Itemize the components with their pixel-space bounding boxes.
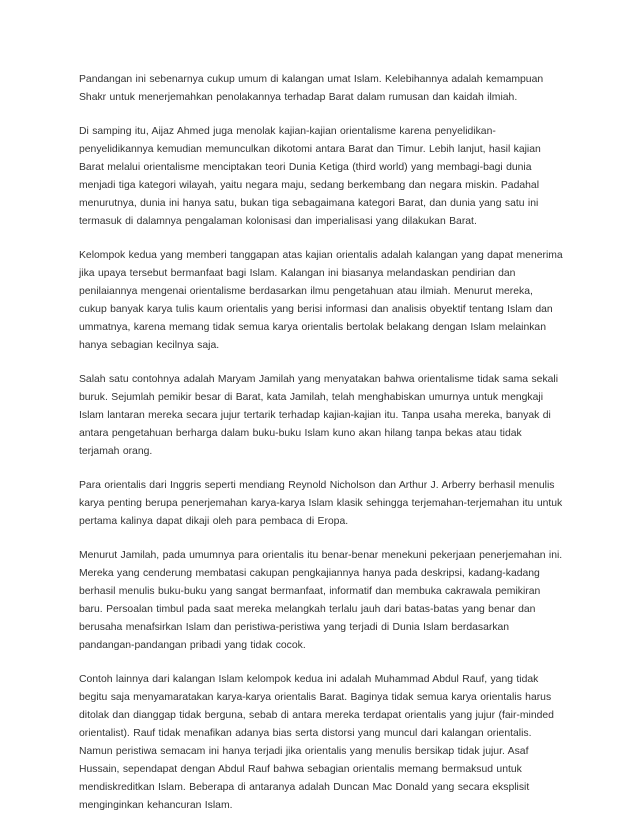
paragraph-1: Pandangan ini sebenarnya cukup umum di kalangan umat Islam. Kelebihannya adalah kemampuan Shakr untuk menerjemahkan penolakannya terhadap Barat dalam rumusan dan kaidah ilmiah. [79, 74, 544, 103]
paragraph-7: Contoh lainnya dari kalangan Islam kelompok kedua ini adalah Muhammad Abdul Rauf, yang tidak begitu saja menyamaratakan karya-karya orientalis Barat. Baginya tidak semua karya orientalis harus ditolak dan dianggap tidak berguna, sebab di antara mereka terdapat orientalis yang jujur (fair-minded orientalist). Rauf tidak menafikan adanya bias serta distorsi yang muncul dari kalangan orientalis. Namun peristiwa semacam ini hanya terjadi jika orientalis yang menulis bersikap tidak jujur. Asaf Hussain, sependapat dengan Abdul Rauf bahwa sebagian orientalis memang bermaksud untuk mendiskreditkan Islam. Beberapa di antaranya adalah Duncan Mac Donald yang secara eksplisit menginginkan kehancuran Islam. [79, 674, 554, 811]
paragraph-5: Para orientalis dari Inggris seperti mendiang Reynold Nicholson dan Arthur J. Arberry berhasil menulis karya penting berupa penerjemahan karya-karya Islam klasik sehingga terjemahan-terjemahan itu untuk pertama kalinya dapat dikaji oleh para pembaca di Eropa. [79, 480, 563, 527]
paragraph-6: Menurut Jamilah, pada umumnya para orientalis itu benar-benar menekuni pekerjaan penerjemahan ini. Mereka yang cenderung membatasi cakupan pengkajiannya hanya pada deskripsi, kadang-kadang berhasil menulis buku-buku yang sangat bermanfaat, informatif dan membuka cakrawala pemikiran baru. Persoalan timbul pada saat mereka melangkah terlalu jauh dari batas-batas yang benar dan berusaha menafsirkan Islam dan peristiwa-peristiwa yang terjadi di Dunia Islam berdasarkan pandangan-pandangan pribadi yang tidak cocok. [79, 550, 563, 651]
document-body [79, 71, 563, 831]
paragraph-3: Kelompok kedua yang memberi tanggapan atas kajian orientalis adalah kalangan yang dapat menerima jika upaya tersebut bermanfaat bagi Islam. Kalangan ini biasanya melandaskan pendirian dan penilaiannya mengenai orientalisme berdasarkan ilmu pengetahuan atau ilmiah. Menurut mereka, cukup banyak karya tulis kaum orientalis yang berisi informasi dan analisis obyektif tentang Islam dan ummatnya, karena memang tidak semua karya orientalis bertolak belakang dengan Islam melainkan hanya sebagian kecilnya saja. [79, 250, 563, 351]
paragraph-4: Salah satu contohnya adalah Maryam Jamilah yang menyatakan bahwa orientalisme tidak sama sekali buruk. Sejumlah pemikir besar di Barat, kata Jamilah, telah menghabiskan umurnya untuk mengkaji Islam lantaran mereka secara jujur tertarik terhadap kajian-kajian itu. Tanpa usaha mereka, banyak di antara pengetahuan berharga dalam buku-buku Islam kuno akan hilang tanpa bekas atau tidak terjamah orang. [79, 374, 559, 457]
paragraph-2: Di samping itu, Aijaz Ahmed juga menolak kajian-kajian orientalisme karena penyelidikan-penyelidikannya kemudian memunculkan dikotomi antara Barat dan Timur. Lebih lanjut, hasil kajian Barat melalui orientalisme menciptakan teori Dunia Ketiga (third world) yang membagi-bagi dunia menjadi tiga kategori wilayah, yaitu negara maju, sedang berkembang dan negara miskin. Padahal menurutnya, dunia ini hanya satu, bukan tiga sebagaimana kategori Barat, dan dunia yang satu ini termasuk di dalamnya pengalaman kolonisasi dan imperialisasi yang dilakukan Barat. [79, 126, 541, 227]
